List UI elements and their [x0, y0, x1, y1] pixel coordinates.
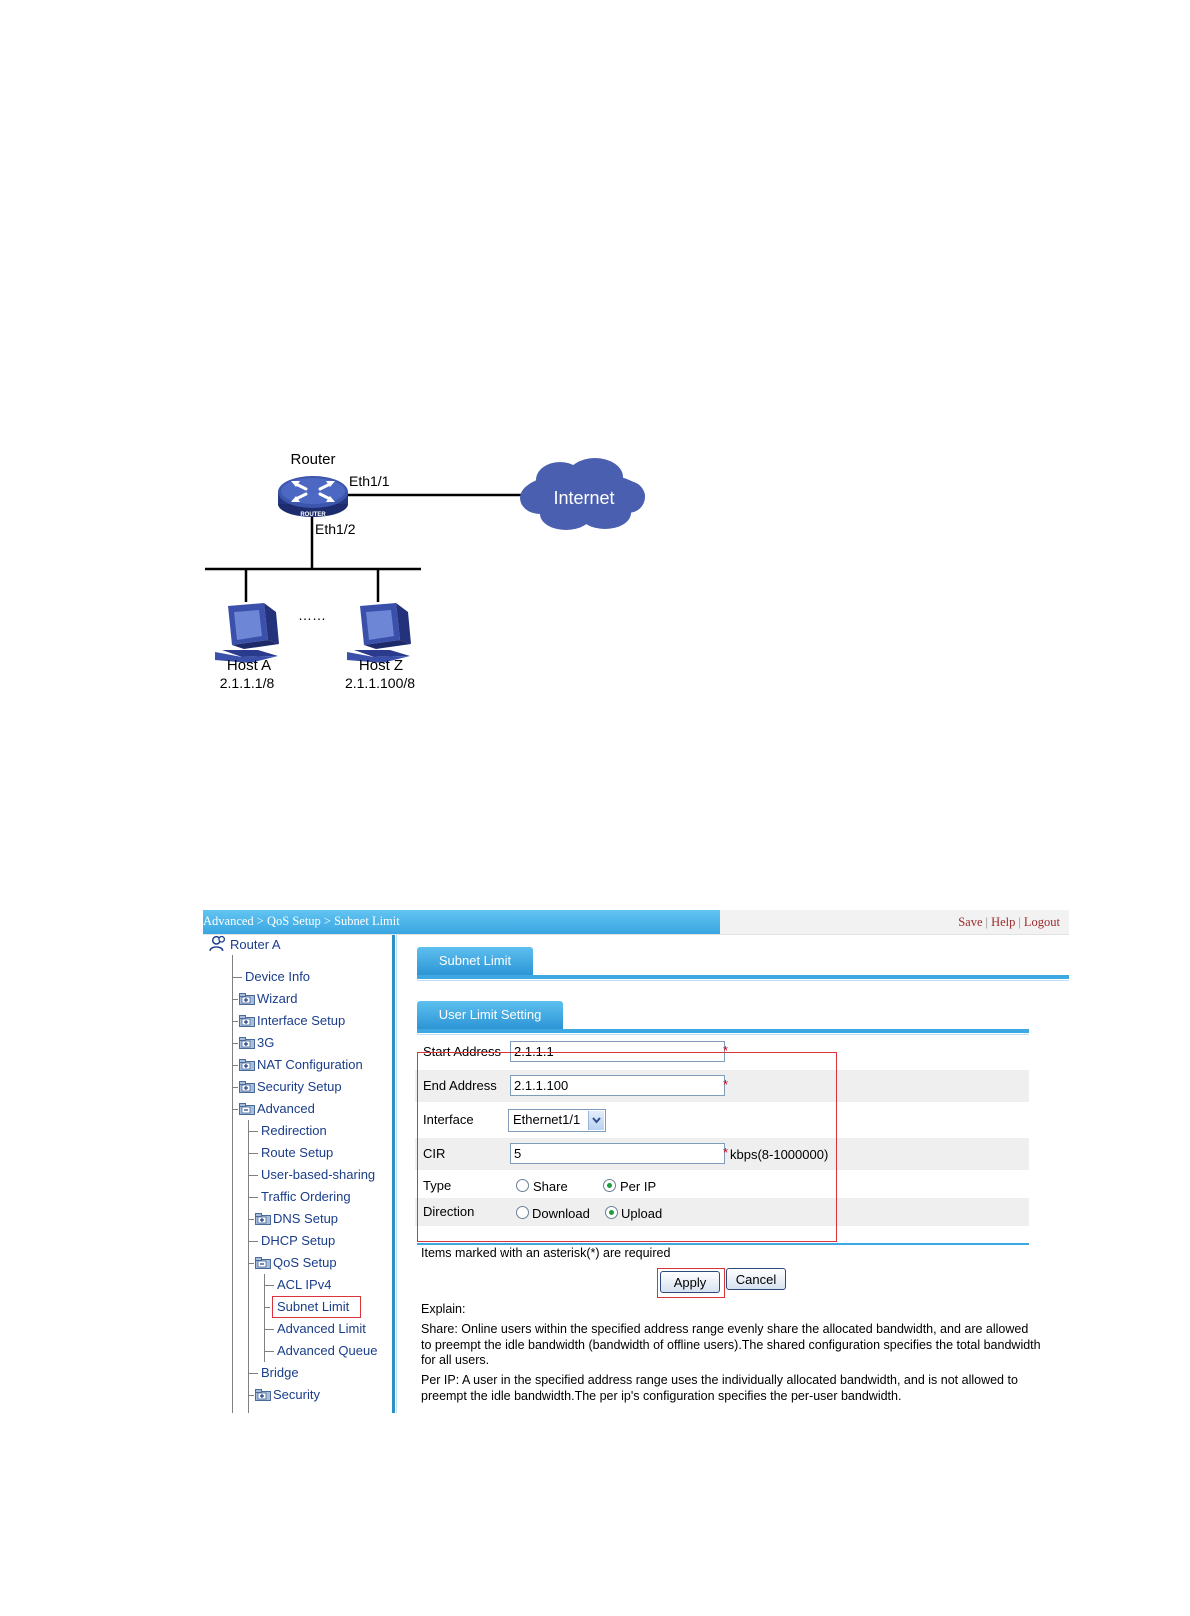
folder-plus-icon	[239, 1037, 255, 1049]
router-icon	[278, 476, 348, 518]
tree-item-bridge[interactable]: Bridge	[261, 1365, 299, 1380]
logout-link[interactable]: Logout	[1023, 915, 1060, 929]
web-ui-screenshot	[203, 910, 1069, 1413]
breadcrumb	[203, 910, 720, 934]
start-address-required: *	[723, 1043, 729, 1058]
folder-plus-icon	[239, 1081, 255, 1093]
type-share-label: Share	[533, 1179, 568, 1194]
hosts-ellipsis: ……	[298, 607, 326, 623]
tree-item-nat-configuration[interactable]: NAT Configuration	[239, 1056, 363, 1074]
tree-item-route-setup[interactable]: Route Setup	[261, 1145, 334, 1160]
host-z-computer-icon	[347, 603, 411, 663]
tree-root-label: Router A	[230, 937, 281, 952]
tree-item-qos-setup[interactable]: QoS Setup	[255, 1254, 337, 1272]
host-a-ip: 2.1.1.1/8	[219, 675, 275, 691]
type-per-ip-label: Per IP	[620, 1179, 657, 1194]
end-address-label: End Address	[423, 1078, 497, 1093]
folder-open-icon	[239, 1103, 255, 1115]
host-z-name: Host Z	[358, 657, 404, 674]
tree-item-subnet-limit[interactable]: Subnet Limit	[274, 1298, 359, 1316]
tab-subnet-limit[interactable]: Subnet Limit	[417, 947, 533, 975]
interface-label: Interface	[423, 1112, 474, 1127]
explain-share: Share: Online users within the specified address range evenly share the allocated bandwidth, and are allowed to preempt the idle bandwidth (bandwidth of offline users).The shared configuration specifies the total bandwidth for all users.	[421, 1322, 1041, 1367]
cir-label: CIR	[423, 1146, 446, 1161]
network-topology-diagram	[0, 0, 1190, 720]
folder-plus-icon	[239, 993, 255, 1005]
breadcrumb-text: Advanced > QoS Setup > Subnet Limit	[203, 914, 400, 928]
tree-item-dhcp-setup[interactable]: DHCP Setup	[261, 1233, 336, 1248]
tree-divider	[392, 935, 395, 1413]
eth1-2-label: Eth1/2	[315, 521, 356, 537]
tree-item-redirection[interactable]: Redirection	[261, 1123, 327, 1138]
cir-hint: kbps(8-1000000)	[730, 1147, 829, 1162]
help-link[interactable]: Help	[991, 915, 1016, 929]
folder-plus-icon	[255, 1213, 271, 1225]
direction-download-label: Download	[532, 1206, 590, 1221]
eth1-1-label: Eth1/1	[349, 473, 390, 489]
tree-root-router-a[interactable]	[209, 935, 281, 953]
tree-item-advanced[interactable]: Advanced	[239, 1100, 315, 1118]
host-a-name: Host A	[226, 657, 272, 674]
host-a-computer-icon	[215, 603, 279, 663]
tree-item-advanced-queue[interactable]: Advanced Queue	[277, 1343, 378, 1358]
tree-item-user-based-sharing[interactable]: User-based-sharing	[261, 1167, 376, 1182]
required-note: Items marked with an asterisk(*) are required	[421, 1246, 671, 1260]
explain-per-ip: Per IP: A user in the specified address range uses the individually allocated bandwidth, and is not allowed to preempt the idle bandwidth.The per ip's configuration specifies the per-user bandwidth.	[421, 1373, 1018, 1403]
tree-item-interface-setup[interactable]: Interface Setup	[239, 1012, 345, 1030]
cancel-button[interactable]: Cancel	[726, 1268, 786, 1290]
folder-open-icon	[255, 1257, 271, 1269]
explain-title: Explain:	[421, 1302, 466, 1316]
tree-item-advanced-limit[interactable]: Advanced Limit	[277, 1321, 366, 1336]
host-z-ip: 2.1.1.100/8	[344, 675, 416, 691]
form-highlight-box	[417, 1052, 837, 1242]
start-address-label: Start Address	[423, 1044, 502, 1059]
router-label: Router	[290, 451, 336, 468]
direction-upload-label: Upload	[621, 1206, 663, 1221]
user-group-icon	[209, 935, 228, 952]
interface-select-value: Ethernet1/1	[513, 1112, 581, 1127]
direction-label: Direction	[423, 1204, 475, 1219]
cir-required: *	[723, 1145, 729, 1160]
tree-item-dns-setup[interactable]: DNS Setup	[255, 1210, 338, 1228]
folder-plus-icon	[239, 1059, 255, 1071]
end-address-required: *	[723, 1077, 729, 1092]
top-bar	[203, 910, 1069, 935]
navigation-tree	[203, 935, 390, 1413]
apply-button[interactable]: Apply	[660, 1271, 720, 1293]
type-label: Type	[423, 1178, 452, 1193]
tree-item-traffic-ordering[interactable]: Traffic Ordering	[261, 1189, 351, 1204]
tree-item-3g[interactable]: 3G	[239, 1034, 274, 1052]
folder-plus-icon	[255, 1389, 271, 1401]
tree-item-acl-ipv4[interactable]: ACL IPv4	[277, 1277, 332, 1292]
top-links: Save | Help | Logout	[958, 915, 1060, 929]
save-link[interactable]: Save	[958, 915, 983, 929]
tree-item-device-info[interactable]: Device Info	[245, 969, 311, 984]
tree-item-security-setup[interactable]: Security Setup	[239, 1078, 342, 1096]
tab-user-limit-setting: User Limit Setting	[417, 1001, 563, 1029]
main-content	[415, 935, 1069, 1413]
tree-item-security[interactable]: Security	[255, 1386, 320, 1404]
internet-label: Internet	[553, 488, 615, 508]
tree-item-wizard[interactable]: Wizard	[239, 990, 297, 1008]
router-badge: ROUTER	[300, 512, 326, 518]
folder-plus-icon	[239, 1015, 255, 1027]
